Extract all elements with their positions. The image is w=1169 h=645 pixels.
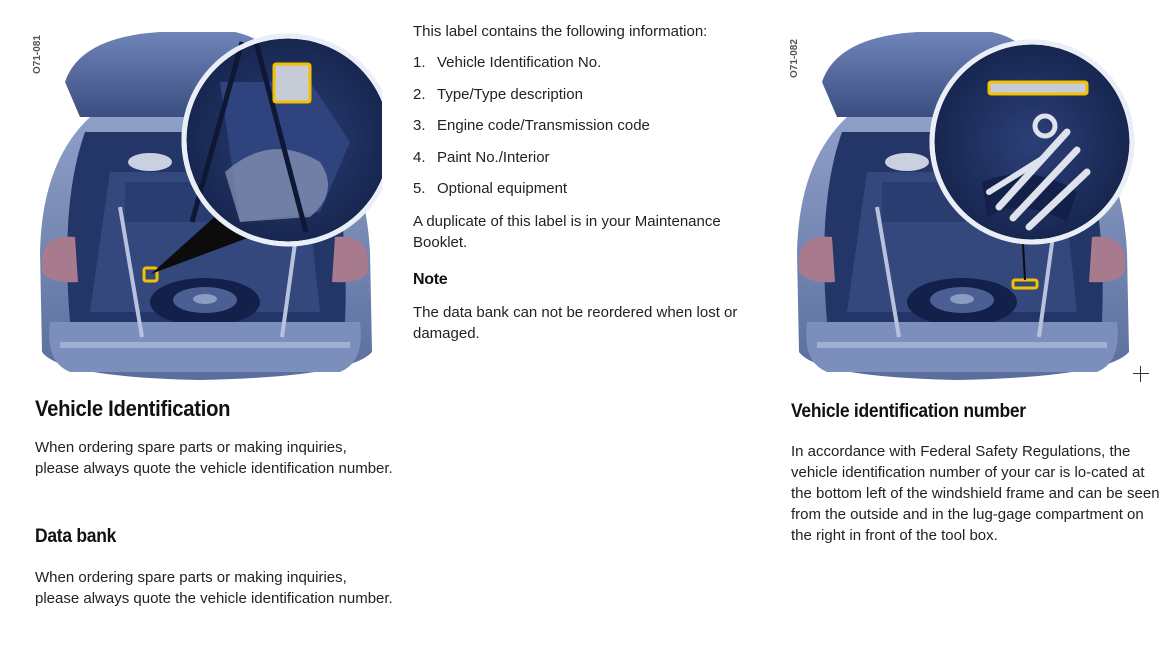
- label-info-intro: This label contains the following information:: [413, 23, 708, 40]
- list-item: 5. Optional equipment: [413, 180, 568, 198]
- trunk-illustration-data-bank: [20, 22, 382, 382]
- label-info-list: [413, 52, 650, 210]
- list-item: 1. Vehicle Identification No.: [413, 54, 602, 71]
- vin-text: In accordance with Federal Safety Regulations, the vehicle identification number of your car is lo-cated at the bottom left of the windshield frame and can be seen from the outside and in the lug-gage compartment on the right in front of the tool box.: [791, 443, 1160, 544]
- list-item: 4. Paint No./Interior: [413, 148, 550, 166]
- vin-heading: Vehicle identification number: [791, 401, 1026, 422]
- figure-code-left: O71-081: [32, 35, 43, 74]
- note-text: The data bank can not be reordered when lost or damaged.: [413, 304, 738, 342]
- note-heading: Note: [413, 271, 448, 288]
- list-item: 2. Type/Type description: [413, 85, 583, 103]
- vehicle-identification-heading: Vehicle Identification: [35, 396, 231, 421]
- data-bank-text: When ordering spare parts or making inquiries, please always quote the vehicle identification number.: [35, 569, 393, 607]
- figure-code-right: O71-082: [789, 39, 800, 78]
- trunk-illustration-vin: [777, 22, 1139, 382]
- data-bank-heading: Data bank: [35, 526, 117, 547]
- list-item: 3. Engine code/Transmission code: [413, 117, 650, 135]
- vehicle-identification-text: When ordering spare parts or making inquiries, please always quote the vehicle identification number.: [35, 439, 393, 477]
- crosshair-cursor-icon: [1133, 366, 1149, 382]
- duplicate-label-text: A duplicate of this label is in your Maintenance Booklet.: [413, 213, 721, 251]
